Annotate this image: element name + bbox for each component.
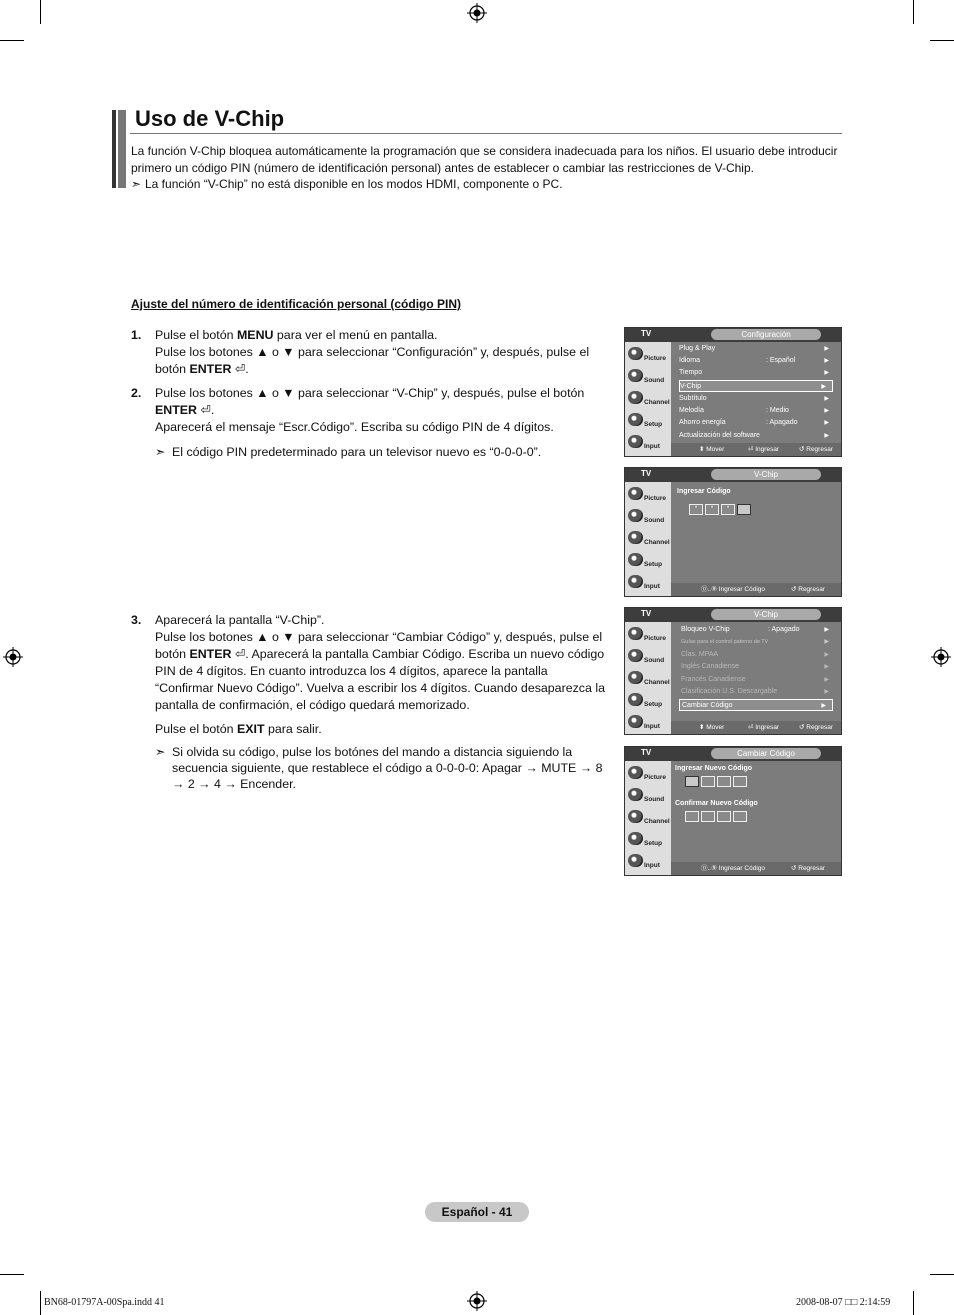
osd-foot-enter: ⏎ Ingresar <box>748 724 780 731</box>
sound-icon <box>628 649 643 662</box>
osd-tab-input: Input <box>626 713 670 735</box>
tip-default-pin <box>155 444 605 460</box>
input-icon <box>628 715 643 728</box>
osd-tab-sound: Sound <box>626 367 670 389</box>
step-number: 3. <box>131 613 142 627</box>
osd-body <box>671 482 841 596</box>
osd-vchip-pin-screen <box>624 467 842 597</box>
pin-digit-box <box>733 811 747 822</box>
osd-footer <box>671 443 841 456</box>
osd-sidebar <box>625 482 671 596</box>
osd-tab-setup: Setup <box>626 551 670 573</box>
step-3 <box>131 612 606 738</box>
osd-menu-item: Inglés Canadiense ▶ <box>681 663 829 670</box>
picture-icon <box>628 627 643 640</box>
osd-tab-channel: Channel <box>626 669 670 691</box>
osd-menu-item-selected: V-Chip ▶ <box>679 380 833 392</box>
osd-foot-digits: ⓪..⑨ Ingresar Código <box>701 586 765 593</box>
pin-digit-box-active <box>685 776 699 787</box>
tip-arrow-icon: ➣ <box>155 445 166 459</box>
osd-foot-move: ⬍ Mover <box>699 724 725 731</box>
step-line: Pulse los botones ▲ o ▼ para seleccionar “V-Chip” y, después, pulse el botón ENTER ⏎. <box>155 386 585 417</box>
osd-footer <box>671 721 841 734</box>
channel-icon <box>628 810 643 823</box>
osd-foot-enter: ⏎ Ingresar <box>748 446 780 453</box>
pin-digit-box <box>717 776 731 787</box>
osd-menu-item: Bloqueo V-Chip : Apagado ▶ <box>681 626 829 633</box>
osd-caption: Configuración <box>711 329 821 340</box>
osd-tab-sound: Sound <box>626 786 670 808</box>
osd-menu-item: Subtítulo ▶ <box>679 395 829 402</box>
intro-paragraph <box>131 143 843 193</box>
osd-menu-item: Clasificación U.S. Descargable ▶ <box>681 688 829 695</box>
setup-gear-icon <box>628 693 643 706</box>
step-line: Pulse los botones ▲ o ▼ para seleccionar “Configuración” y, después, pulse el botón ENTER ⏎. <box>155 345 590 376</box>
step-line: Pulse los botones ▲ o ▼ para seleccionar “Cambiar Código” y, después, pulse el botón ENTER ⏎. Aparecerá la pantalla Cambiar Código. Escriba un nuevo código PIN de 4 dígitos. En cuanto introduzca los 4 dígitos, aparece la pantalla “Confirmar Nuevo Código”. Vuelva a escribir los 4 dígitos. Cuando desaparezca la pantalla de confirmación, el código quedará memorizado. <box>155 630 605 712</box>
osd-menu-item: Actualización del software ▶ <box>679 432 829 439</box>
osd-foot-move: ⬍ Mover <box>699 446 725 453</box>
osd-foot-back: ↺ Regresar <box>799 446 833 453</box>
osd-menu <box>671 342 841 456</box>
intro-note-text: La función “V-Chip” no está disponible en los modos HDMI, componente o PC. <box>145 177 563 191</box>
osd-menu-item: Francés Canadiense ▶ <box>681 676 829 683</box>
step-line: Aparecerá la pantalla “V-Chip”. <box>155 613 325 627</box>
section-heading: Ajuste del número de identificación personal (código PIN) <box>131 297 462 311</box>
pin-boxes <box>689 504 751 515</box>
picture-icon <box>628 766 643 779</box>
osd-tv-label: TV <box>641 748 652 757</box>
registration-mark-icon <box>3 647 23 667</box>
setup-gear-icon <box>628 413 643 426</box>
input-icon <box>628 435 643 448</box>
tip-text: Si olvida su código, pulse los botónes del mando a distancia siguiendo la secuencia siguiente, que restablece el código a 0-0-0-0: Apagar → MUTE → 8 → 2 → 4 → Encender. <box>172 745 603 791</box>
osd-menu-item: Idioma : Español ▶ <box>679 357 829 364</box>
osd-tab-channel: Channel <box>626 389 670 411</box>
osd-tab-setup: Setup <box>626 691 670 713</box>
tip-arrow-icon: ➣ <box>155 745 166 759</box>
osd-caption: Cambiar Código <box>711 748 821 759</box>
osd-body <box>671 761 841 875</box>
setup-gear-icon <box>628 832 643 845</box>
tip-text: El código PIN predeterminado para un televisor nuevo es “0-0-0-0”. <box>172 445 542 459</box>
osd-header <box>625 328 841 342</box>
step-1 <box>131 327 606 378</box>
page-title: Uso de V-Chip <box>135 106 285 131</box>
osd-tv-label: TV <box>641 609 652 618</box>
osd-tab-picture: Picture <box>626 345 670 367</box>
crop-mark <box>913 0 914 24</box>
pin-digit-box: * <box>705 504 719 515</box>
osd-tab-input: Input <box>626 573 670 595</box>
setup-gear-icon <box>628 553 643 566</box>
osd-sidebar <box>625 622 671 734</box>
osd-tab-sound: Sound <box>626 507 670 529</box>
crop-mark <box>40 1291 41 1315</box>
title-rule <box>130 133 842 134</box>
osd-menu-item: Plug & Play ▶ <box>679 345 829 352</box>
step-number: 2. <box>131 386 142 400</box>
new-pin-boxes <box>685 776 747 787</box>
title-bar-decoration <box>112 110 126 188</box>
page-number: Español - 41 <box>425 1202 529 1222</box>
osd-tab-picture: Picture <box>626 625 670 647</box>
osd-tab-input: Input <box>626 852 670 874</box>
registration-mark-icon <box>467 3 487 23</box>
osd-foot-digits: ⓪..⑨ Ingresar Código <box>701 865 765 872</box>
osd-caption: V-Chip <box>711 609 821 620</box>
osd-menu-item: Melodía : Medio ▶ <box>679 407 829 414</box>
osd-footer <box>671 862 841 875</box>
pin-digit-box <box>733 776 747 787</box>
confirm-pin-boxes <box>685 811 747 822</box>
picture-icon <box>628 487 643 500</box>
osd-tv-label: TV <box>641 469 652 478</box>
pin-digit-box <box>717 811 731 822</box>
pin-digit-box-active <box>737 504 751 515</box>
crop-mark <box>913 1291 914 1315</box>
step-line: Aparecerá el mensaje “Escr.Código”. Escriba su código PIN de 4 dígitos. <box>155 420 554 434</box>
intro-text: La función V-Chip bloquea automáticamente la programación que se considera inadecuada para los niños. El usuario debe introducir primero un código PIN (número de identificación personal) antes de establecer o cambiar las restricciones de V-Chip. <box>131 144 838 175</box>
crop-mark <box>930 1274 954 1275</box>
osd-tab-sound: Sound <box>626 647 670 669</box>
registration-mark-icon <box>467 1291 487 1311</box>
intro-note <box>131 176 843 193</box>
osd-tab-setup: Setup <box>626 830 670 852</box>
osd-header <box>625 468 841 482</box>
osd-sidebar <box>625 342 671 456</box>
osd-menu-item-selected: Cambiar Código ▶ <box>679 699 833 711</box>
osd-menu <box>671 622 841 734</box>
crop-mark <box>0 40 24 41</box>
registration-mark-icon <box>931 647 951 667</box>
pin-digit-box <box>685 811 699 822</box>
date-slug: 2008-08-07 □□ 2:14:59 <box>796 1297 891 1308</box>
osd-tv-label: TV <box>641 329 652 338</box>
osd-confirm-code-label: Confirmar Nuevo Código <box>675 800 758 807</box>
step-line: Pulse el botón MENU para ver el menú en pantalla. <box>155 328 438 342</box>
osd-configuracion-screen <box>624 327 842 457</box>
pin-digit-box <box>701 811 715 822</box>
sound-icon <box>628 788 643 801</box>
osd-tab-channel: Channel <box>626 808 670 830</box>
osd-menu-item: Clas. MPAA ▶ <box>681 651 829 658</box>
osd-foot-back: ↺ Regresar <box>799 724 833 731</box>
picture-icon <box>628 347 643 360</box>
osd-menu-item: Ahorro energía : Apagado ▶ <box>679 419 829 426</box>
step-2 <box>131 385 606 436</box>
input-icon <box>628 575 643 588</box>
osd-new-code-label: Ingresar Nuevo Código <box>675 765 753 772</box>
step-exit-line: Pulse el botón EXIT para salir. <box>155 722 322 736</box>
sound-icon <box>628 369 643 382</box>
osd-menu-item: Guías para el control paterno de TV ▶ <box>681 639 829 645</box>
pin-digit-box <box>701 776 715 787</box>
step-number: 1. <box>131 328 142 342</box>
osd-tab-setup: Setup <box>626 411 670 433</box>
osd-menu-item: Tiempo ▶ <box>679 369 829 376</box>
crop-mark <box>40 0 41 24</box>
osd-enter-code-label: Ingresar Código <box>677 488 731 495</box>
osd-caption: V-Chip <box>711 469 821 480</box>
osd-header <box>625 747 841 761</box>
osd-foot-back: ↺ Regresar <box>791 865 825 872</box>
crop-mark <box>930 40 954 41</box>
osd-tab-picture: Picture <box>626 764 670 786</box>
osd-foot-back: ↺ Regresar <box>791 586 825 593</box>
channel-icon <box>628 671 643 684</box>
input-icon <box>628 854 643 867</box>
osd-vchip-menu-screen <box>624 607 842 735</box>
crop-mark <box>0 1274 24 1275</box>
osd-tab-channel: Channel <box>626 529 670 551</box>
note-arrow-icon: ➣ <box>131 177 142 191</box>
tip-forgot-code <box>155 744 605 792</box>
osd-tab-input: Input <box>626 433 670 455</box>
channel-icon <box>628 531 643 544</box>
osd-footer <box>671 583 841 596</box>
osd-tab-picture: Picture <box>626 485 670 507</box>
file-slug: BN68-01797A-00Spa.indd 41 <box>44 1297 165 1308</box>
pin-digit-box: * <box>689 504 703 515</box>
osd-header <box>625 608 841 622</box>
sound-icon <box>628 509 643 522</box>
osd-change-code-screen <box>624 746 842 876</box>
osd-sidebar <box>625 761 671 875</box>
channel-icon <box>628 391 643 404</box>
pin-digit-box: * <box>721 504 735 515</box>
